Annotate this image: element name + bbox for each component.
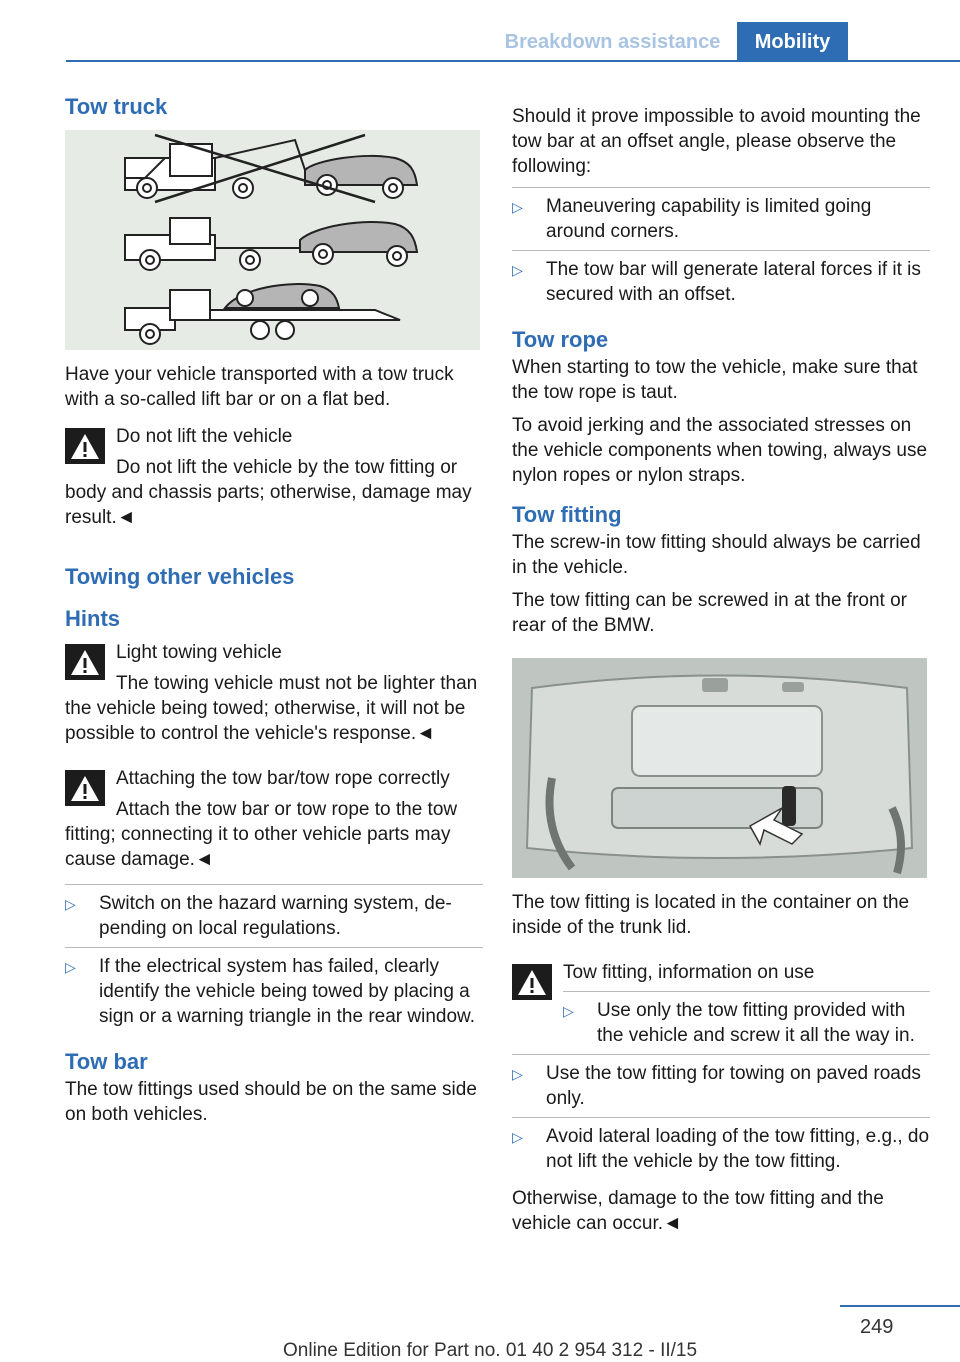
tow-truck-heading: Tow truck	[65, 94, 168, 119]
hints-heading: Hints	[65, 606, 120, 631]
list-item: ▷ Maneuvering capability is limited going around corners.	[512, 187, 930, 250]
warning-triangle-icon	[512, 964, 552, 1000]
warning-triangle-icon	[65, 770, 105, 806]
triangle-bullet-icon: ▷	[65, 959, 76, 975]
chapter-tab[interactable]: Mobility	[737, 22, 848, 62]
triangle-bullet-icon: ▷	[65, 896, 76, 912]
triangle-bullet-icon: ▷	[512, 262, 523, 278]
triangle-bullet-icon: ▷	[563, 1003, 574, 1019]
header-rule	[66, 60, 960, 62]
warning-body: Attach the tow bar or tow rope to the tow fitting; connecting it to other vehicle parts may cause damage.◄	[65, 799, 458, 870]
warning-do-not-lift	[65, 424, 483, 530]
triangle-bullet-icon: ▷	[512, 1066, 523, 1082]
tow-rope-heading: Tow rope	[512, 327, 609, 352]
warning-body: The towing vehicle must not be lighter than the vehicle being towed; otherwise, it will not be possible to control the vehicle's response.◄	[65, 673, 478, 744]
left-column	[65, 92, 483, 1127]
warning-triangle-icon	[65, 644, 105, 680]
warning-attach-correctly	[65, 766, 483, 872]
offset-list	[512, 187, 930, 313]
tow-rope-text-1: When starting to tow the vehicle, make sure that the tow rope is taut.	[512, 357, 918, 403]
towing-other-vehicles-heading: Towing other vehicles	[65, 564, 295, 589]
trunk-lid-photo	[512, 658, 927, 878]
warning-title: Do not lift the vehicle	[116, 426, 293, 447]
tow-fitting-text-3: The tow fitting is located in the container on the inside of the trunk lid.	[512, 892, 910, 938]
tow-fitting-text-1: The screw-in tow fitting should always be carried in the vehicle.	[512, 532, 921, 578]
right-column	[512, 104, 930, 1236]
list-item: ▷ Use the tow fitting for towing on paved roads only.	[512, 1054, 930, 1117]
tow-fitting-text-2: The tow fitting can be screwed in at the front or rear of the BMW.	[512, 590, 907, 636]
offset-intro: Should it prove impossible to avoid mounting the tow bar at an offset angle, please observe the following:	[512, 106, 921, 177]
edition-footer: Online Edition for Part no. 01 40 2 954 312 - II/15	[283, 1340, 698, 1361]
tow-truck-text: Have your vehicle transported with a tow truck with a so-called lift bar or on a flat bed.	[65, 364, 454, 410]
tow-rope-text-2: To avoid jerking and the associated stresses on the vehicle components when towing, always use nylon ropes or nylon straps.	[512, 415, 928, 486]
warning-title: Tow fitting, information on use	[563, 962, 815, 983]
tow-fitting-list	[512, 1054, 930, 1180]
triangle-bullet-icon: ▷	[512, 199, 523, 215]
list-item: ▷ If the electrical system has failed, clearly identify the vehicle being towed by placing a sign or a warning triangle in the rear window.	[65, 947, 483, 1035]
closing-text: Otherwise, damage to the tow fitting and the vehicle can occur.◄	[512, 1188, 884, 1234]
tow-bar-heading: Tow bar	[65, 1049, 148, 1074]
warning-body: Do not lift the vehicle by the tow fitting or body and chassis parts; otherwise, damage may result.◄	[65, 457, 472, 528]
tow-truck-illustration	[65, 130, 480, 350]
hints-list	[65, 884, 483, 1035]
list-item: ▷ Switch on the hazard warning system, depending on local regulations.	[65, 884, 483, 947]
section-tab[interactable]: Breakdown assistance	[504, 31, 721, 53]
footer-rule	[840, 1305, 960, 1307]
warning-triangle-icon	[65, 428, 105, 464]
tow-bar-text: The tow fittings used should be on the same side on both vehicles.	[65, 1079, 477, 1125]
triangle-bullet-icon: ▷	[512, 1129, 523, 1145]
list-item: ▷ Avoid lateral loading of the tow fitting, e.g., do not lift the vehicle by the tow fitting.	[512, 1117, 930, 1180]
warning-light-towing	[65, 640, 483, 746]
warning-title: Light towing vehicle	[116, 642, 282, 663]
page-header	[0, 0, 960, 62]
warning-tow-fitting-use	[512, 960, 930, 1054]
list-item: ▷ Use only the tow fitting provided with the vehicle and screw it all the way in.	[563, 991, 930, 1054]
warning-list	[563, 991, 930, 1054]
tow-fitting-heading: Tow fitting	[512, 502, 622, 527]
list-item: ▷ The tow bar will generate lateral forces if it is secured with an offset.	[512, 250, 930, 313]
page-number: 249	[860, 1316, 894, 1338]
warning-title: Attaching the tow bar/tow rope correctly	[116, 768, 450, 789]
